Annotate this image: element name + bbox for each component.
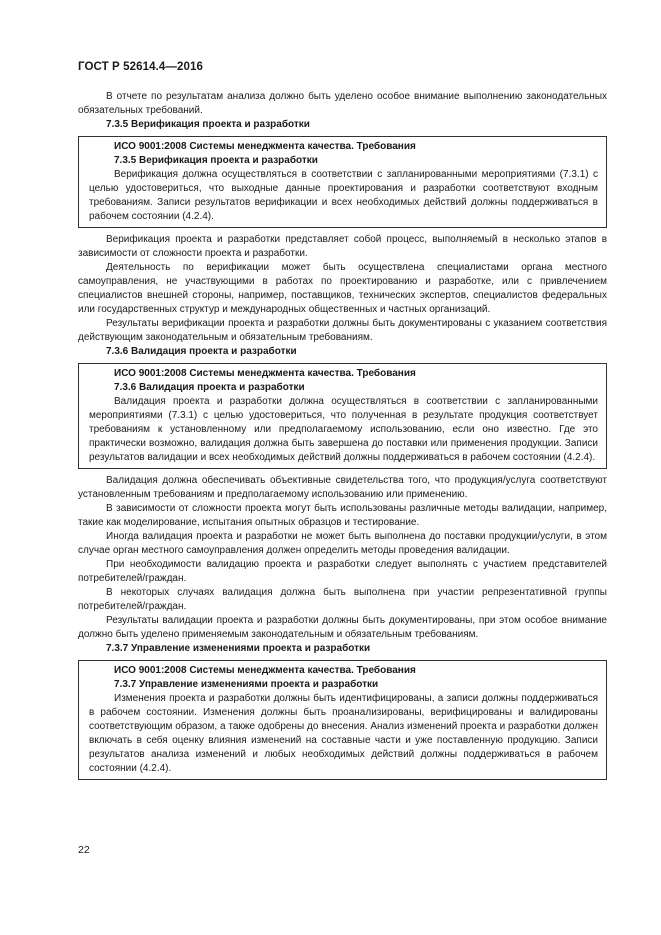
iso-clause-heading: 7.3.6 Валидация проекта и разработки [114,382,305,393]
section-heading-7-3-7: 7.3.7 Управление изменениями проекта и разработки [106,643,371,654]
paragraph: Результаты верификации проекта и разработки должны быть документированы с указанием соответствия действующим законодательным и обязательным требованиям. [78,318,607,343]
paragraph: Верификация проекта и разработки представляет собой процесс, выполняемый в несколько этапов в зависимости от сложности проекта и разработки. [78,234,607,259]
document-body [78,90,607,785]
paragraph: Иногда валидация проекта и разработки не может быть выполнена до поставки продукции/услуги, в этом случае орган местного самоуправления должен определить методы проведения валидации. [78,531,607,556]
paragraph: Деятельность по верификации может быть осуществлена специалистами органа местного самоуправления, не участвующими в работах по проектированию и разработке, или с привлечением специалистов внешней стороны, например, поставщиков, технических экспертов, специалистов федеральных или государственных структур и международных общественных и частных организаций. [78,262,607,315]
iso-quote-box-7-3-7 [78,660,607,780]
iso-quote-box-7-3-5 [78,136,607,228]
paragraph: В некоторых случаях валидация должна быть выполнена при участии репрезентативной группы потребителей/граждан. [78,587,607,612]
intro-paragraph: В отчете по результатам анализа должно быть уделено особое внимание выполнению законодательных обязательных требований. [78,91,607,116]
section-heading-7-3-5: 7.3.5 Верификация проекта и разработки [106,119,310,130]
iso-clause-text: Верификация должна осуществляться в соответствии с запланированными мероприятиями (7.3.1) с целью удостовериться, что выходные данные проектирования и разработки соответствуют входным требованиям. Записи результатов верификации и всех необходимых действий должны поддерживаться в рабочем состоянии (4.2.4). [89,169,598,222]
iso-clause-heading: 7.3.7 Управление изменениями проекта и разработки [114,679,379,690]
iso-standard-title: ИСО 9001:2008 Системы менеджмента качества. Требования [114,368,416,379]
paragraph: В зависимости от сложности проекта могут быть использованы различные методы валидации, например, такие как моделирование, испытания опытных образцов и тестирование. [78,503,607,528]
paragraph: При необходимости валидацию проекта и разработки следует выполнять с участием представителей потребителей/граждан. [78,559,607,584]
iso-clause-text: Валидация проекта и разработки должна осуществляться в соответствии с запланированными мероприятиями (7.3.1) с целью удостовериться, что полученная в результате продукция соответствует требованиям к установленному или предполагаемому использованию, если оно известно. Где это практически возможно, валидация должна быть завершена до поставки или применения продукции. Записи результатов валидации и всех необходимых действий должны поддерживаться в рабочем состоянии (4.2.4). [89,396,598,463]
iso-clause-text: Изменения проекта и разработки должны быть идентифицированы, а записи должны поддерживаться в рабочем состоянии. Изменения должны быть проанализированы, верифицированы и валидированы соответствующим образом, а также одобрены до внесения. Анализ изменений проекта и разработки должен включать в себя оценку влияния изменений на составные части и уже поставленную продукцию. Записи результатов анализа изменений и любых необходимых действий должны поддерживаться в рабочем состоянии (4.2.4). [89,693,598,774]
iso-quote-box-7-3-6 [78,363,607,469]
section-heading-7-3-6: 7.3.6 Валидация проекта и разработки [106,346,297,357]
paragraph: Результаты валидации проекта и разработки должны быть документированы, при этом особое внимание должно быть уделено применяемым законодательным и обязательным требованиям. [78,615,607,640]
paragraph: Валидация должна обеспечивать объективные свидетельства того, что продукция/услуга соответствуют установленным требованиям и предполагаемому использованию или применению. [78,475,607,500]
iso-clause-heading: 7.3.5 Верификация проекта и разработки [114,155,318,166]
iso-standard-title: ИСО 9001:2008 Системы менеджмента качества. Требования [114,665,416,676]
iso-standard-title: ИСО 9001:2008 Системы менеджмента качества. Требования [114,141,416,152]
document-header: ГОСТ Р 52614.4—2016 [78,61,203,73]
page-number: 22 [78,844,90,856]
